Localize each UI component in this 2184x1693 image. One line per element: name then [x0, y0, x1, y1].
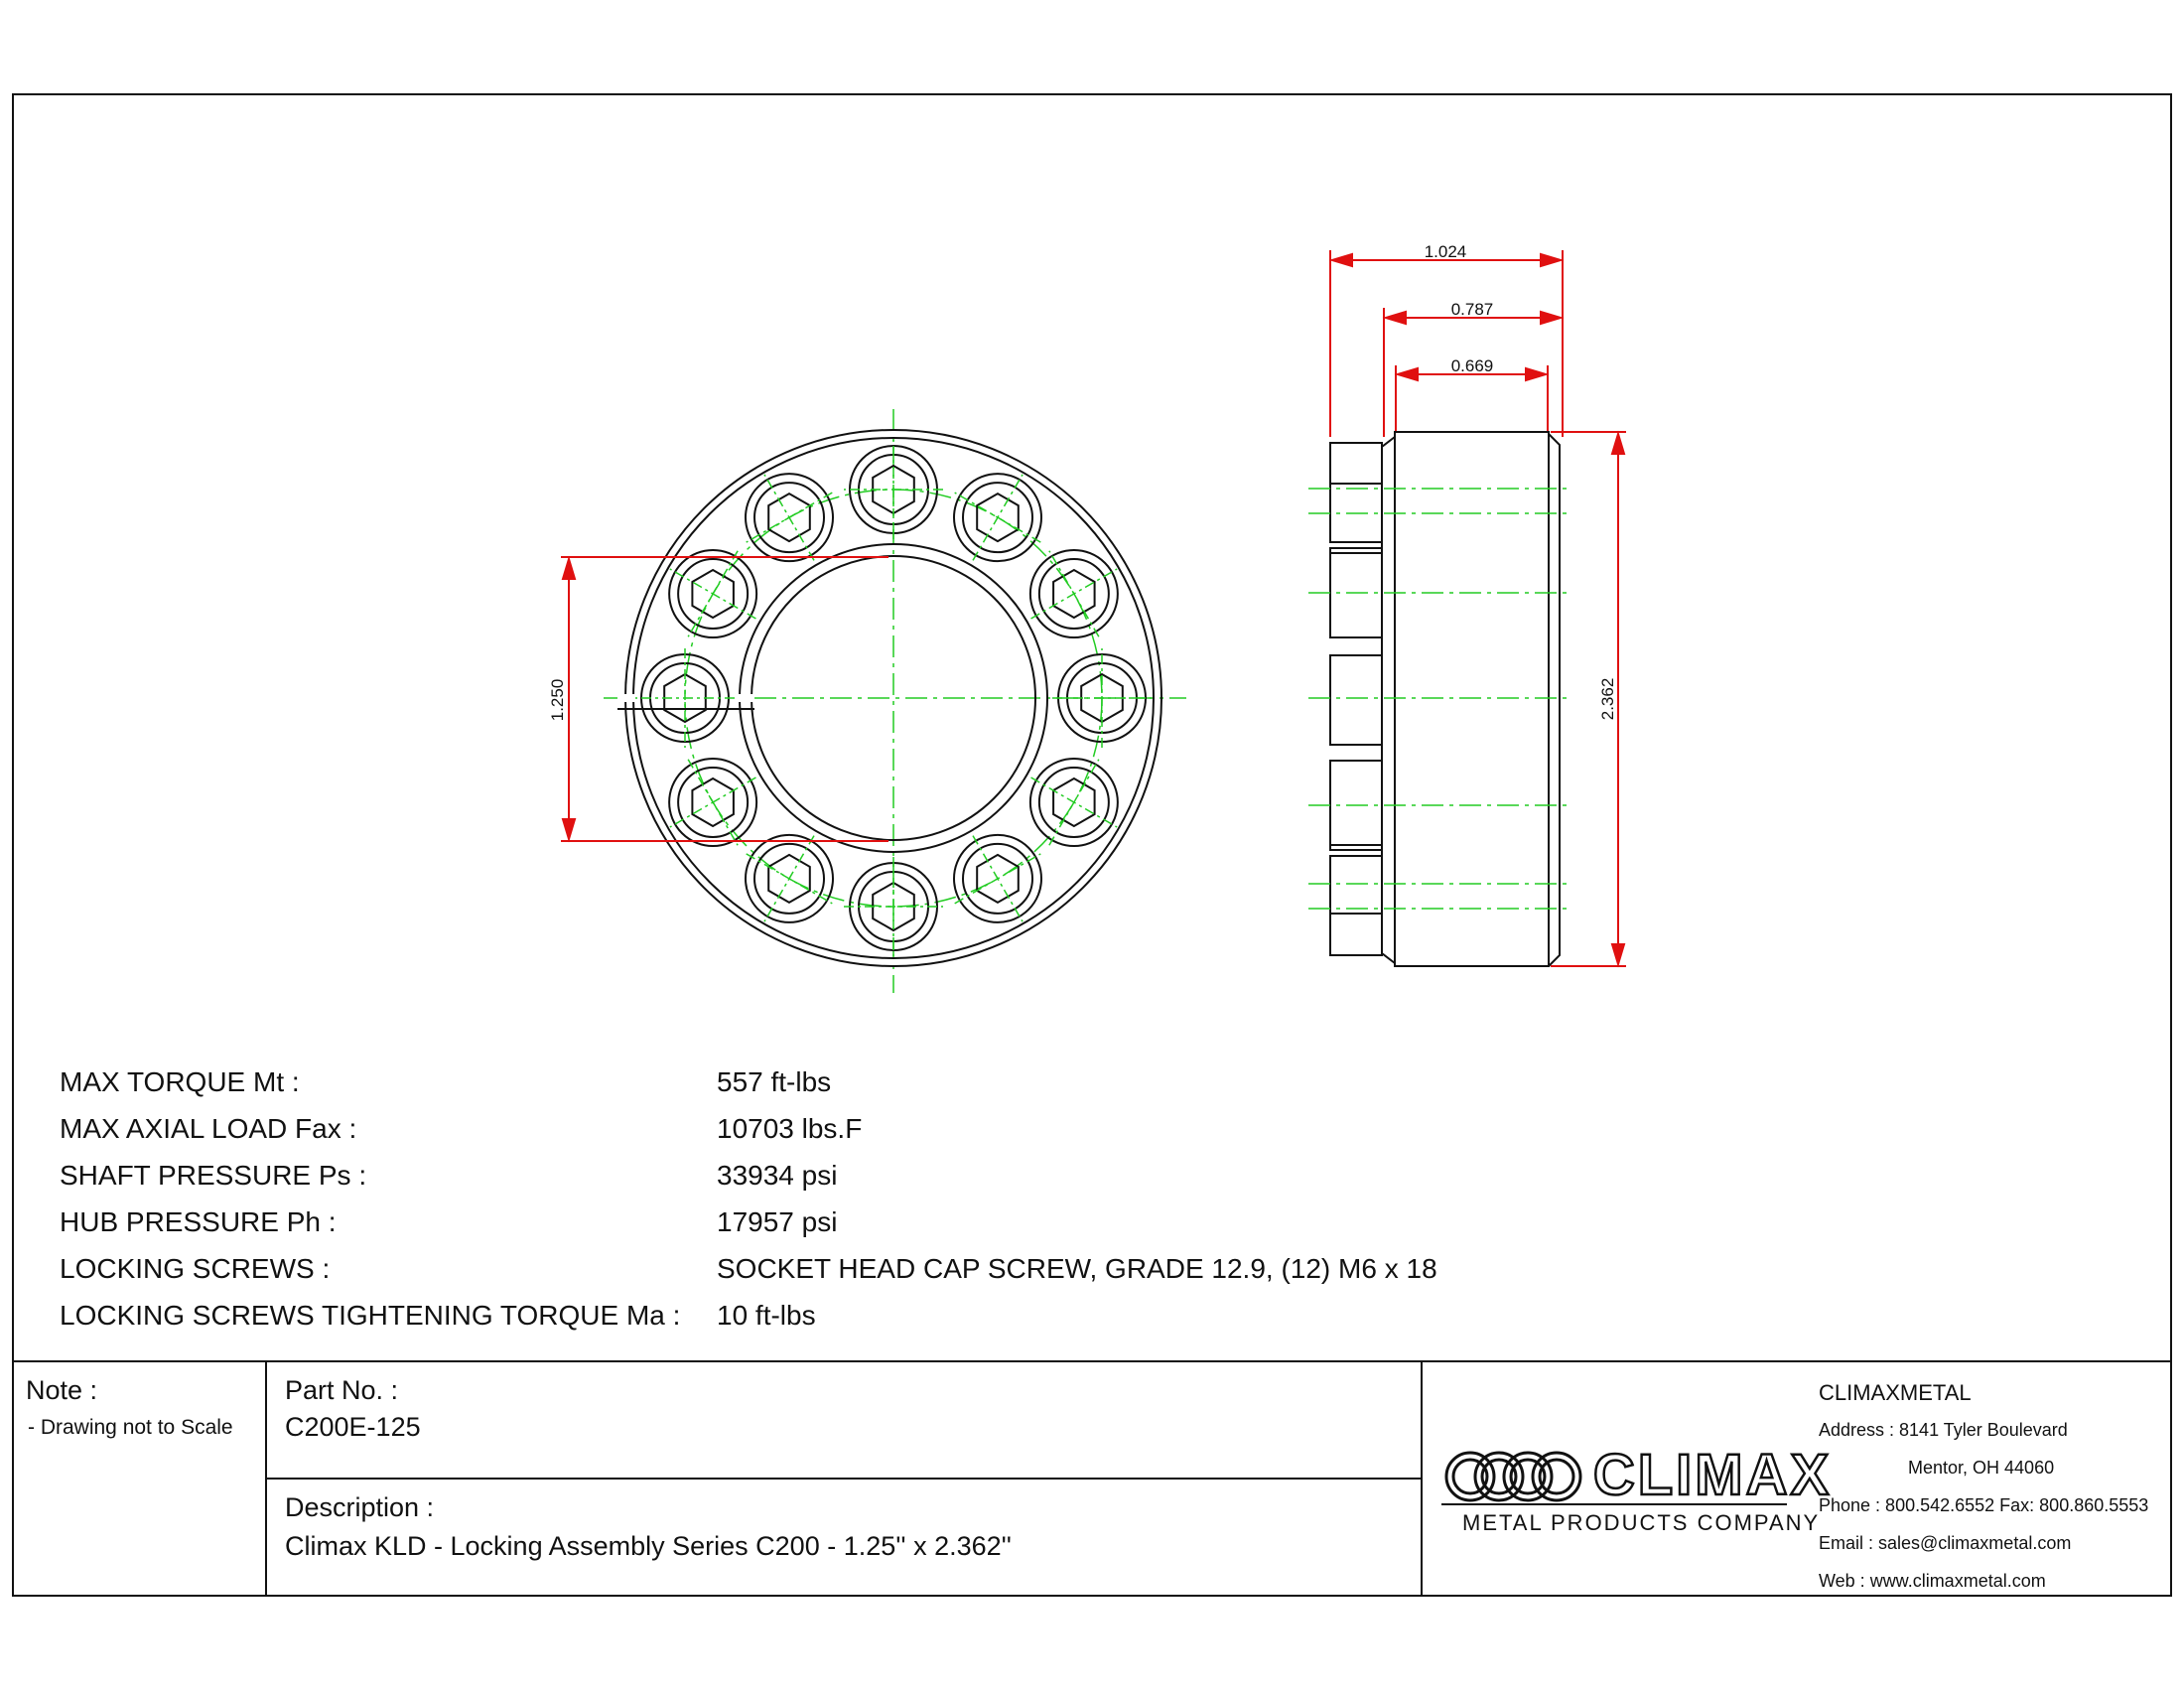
phone-fax: Phone : 800.542.6552 Fax: 800.860.5553 — [1819, 1495, 2149, 1515]
spec-label-hub-pressure: HUB PRESSURE Ph : — [60, 1206, 337, 1237]
climax-logo — [1441, 1443, 1832, 1507]
email: Email : sales@climaxmetal.com — [1819, 1533, 2072, 1553]
spec-value-shaft-pressure: 33934 psi — [717, 1160, 838, 1191]
logo-subtitle: METAL PRODUCTS COMPANY — [1462, 1510, 1821, 1535]
screw-pattern — [635, 440, 1152, 956]
description: Climax KLD - Locking Assembly Series C200 - 1.25'' x 2.362'' — [285, 1531, 1012, 1561]
bore-dimension-label: 1.250 — [548, 678, 567, 722]
spec-value-max-axial-load: 10703 lbs.F — [717, 1113, 863, 1144]
overall-width-label: 1.024 — [1424, 242, 1467, 261]
address-line-2: Mentor, OH 44060 — [1908, 1458, 2055, 1478]
hub-width-label: 0.669 — [1450, 356, 1494, 375]
locking-screw — [746, 835, 833, 922]
description-label: Description : — [285, 1492, 435, 1522]
locking-screw — [1052, 648, 1152, 748]
locking-screw — [635, 648, 735, 748]
locking-screw — [844, 440, 943, 539]
side-view — [1308, 242, 1626, 966]
locking-screw — [669, 759, 756, 846]
spec-label-max-axial-load: MAX AXIAL LOAD Fax : — [60, 1113, 357, 1144]
part-number: C200E-125 — [285, 1412, 421, 1442]
locking-screw — [1030, 759, 1118, 846]
note-label: Note : — [26, 1375, 98, 1405]
logo-wordmark: CLIMAX — [1592, 1443, 1833, 1507]
spec-value-locking-screws: SOCKET HEAD CAP SCREW, GRADE 12.9, (12) M6 x 18 — [717, 1253, 1437, 1284]
side-view-outline — [1330, 432, 1560, 966]
locking-screw — [954, 474, 1041, 561]
website: Web : www.climaxmetal.com — [1819, 1571, 2046, 1591]
address-line-1: Address : 8141 Tyler Boulevard — [1819, 1420, 2068, 1440]
front-view — [548, 409, 1186, 993]
spec-label-tightening-torque: LOCKING SCREWS TIGHTENING TORQUE Ma : — [60, 1300, 681, 1331]
spec-label-shaft-pressure: SHAFT PRESSURE Ps : — [60, 1160, 367, 1191]
locking-screw — [669, 550, 756, 637]
spec-label-locking-screws: LOCKING SCREWS : — [60, 1253, 331, 1284]
width-mid-label: 0.787 — [1450, 300, 1494, 319]
company-name: CLIMAXMETAL — [1819, 1380, 1972, 1405]
locking-screw — [1030, 550, 1118, 637]
locking-screw — [844, 857, 943, 956]
outer-diameter-label: 2.362 — [1598, 677, 1617, 721]
locking-screw — [746, 474, 833, 561]
spec-value-hub-pressure: 17957 psi — [717, 1206, 838, 1237]
locking-screw — [954, 835, 1041, 922]
spec-value-max-torque: 557 ft-lbs — [717, 1066, 832, 1097]
spec-value-tightening-torque: 10 ft-lbs — [717, 1300, 816, 1331]
logo-rings — [1446, 1453, 1580, 1500]
spec-label-max-torque: MAX TORQUE Mt : — [60, 1066, 300, 1097]
sheet-border — [13, 94, 2171, 1596]
part-number-label: Part No. : — [285, 1375, 399, 1405]
note-text: - Drawing not to Scale — [28, 1416, 233, 1439]
split-slot — [617, 698, 754, 709]
